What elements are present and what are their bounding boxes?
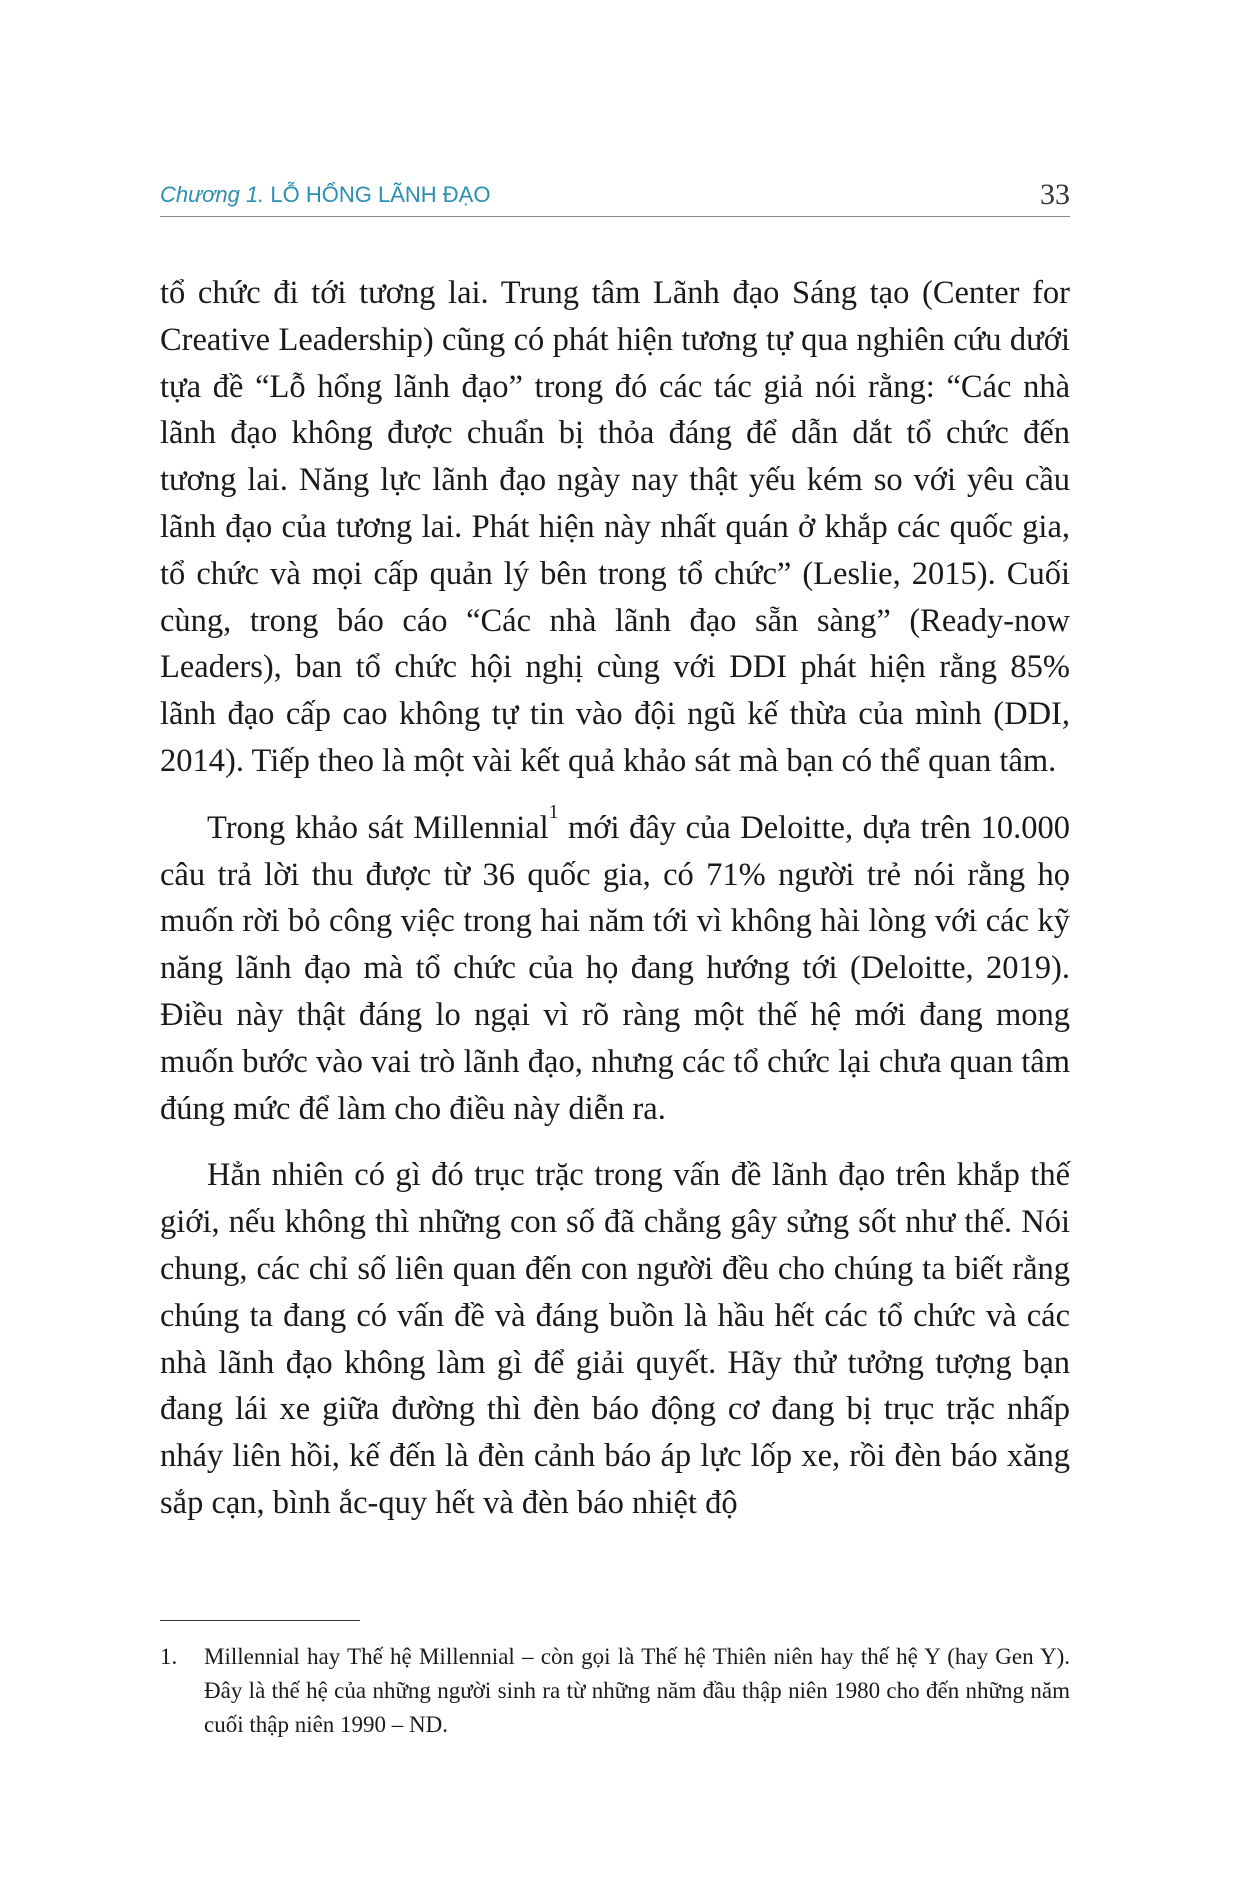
page-number: 33 [1040, 178, 1070, 211]
footnote-ref[interactable]: 1 [548, 801, 559, 823]
paragraph-2 [160, 801, 1070, 1133]
running-header [160, 178, 1070, 217]
body-text [160, 270, 1070, 1547]
chapter-label [160, 182, 490, 208]
footnote-text: Millennial hay Thế hệ Millennial – còn gọi là Thế hệ Thiên niên hay thế hệ Y (hay Gen Y). Đây là thế hệ của những người sinh ra từ những năm đầu thập niên 1980 cho đến những năm cuối thập niên 1990 – ND. [204, 1644, 1070, 1737]
chapter-title: LỖ HỔNG LÃNH ĐẠO [270, 182, 491, 207]
footnote-number: 1. [160, 1644, 178, 1669]
paragraph-2-text-b: mới đây của Deloitte, dựa trên 10.000 câu trả lời thu được từ 36 quốc gia, có 71% người trẻ nói rằng họ muốn rời bỏ công việc trong hai năm tới vì không hài lòng với các kỹ năng lãnh đạo mà tổ chức của họ đang hướng tới (Deloitte, 2019). Điều này thật đáng lo ngại vì rõ ràng một thế hệ mới đang mong muốn bước vào vai trò lãnh đạo, nhưng các tổ chức lại chưa quan tâm đúng mức để làm cho điều này diễn ra. [160, 809, 1070, 1127]
footnote [160, 1640, 1070, 1742]
paragraph-1-text: tổ chức đi tới tương lai. Trung tâm Lãnh đạo Sáng tạo (Center for Creative Leadership) cũng có phát hiện tương tự qua nghiên cứu dưới tựa đề “Lỗ hổng lãnh đạo” trong đó các tác giả nói rằng: “Các nhà lãnh đạo không được chuẩn bị thỏa đáng để dẫn dắt tổ chức đến tương lai. Năng lực lãnh đạo ngày nay thật yếu kém so với yêu cầu lãnh đạo của tương lai. Phát hiện này nhất quán ở khắp các quốc gia, tổ chức và mọi cấp quản lý bên trong tổ chức” (Leslie, 2015). Cuối cùng, trong báo cáo “Các nhà lãnh đạo sẵn sàng” (Ready-now Leaders), ban tổ chức hội nghị cùng với DDI phát hiện rằng 85% lãnh đạo cấp cao không tự tin vào đội ngũ kế thừa của mình (DDI, 2014). Tiếp theo là một vài kết quả khảo sát mà bạn có thể quan tâm. [160, 275, 1070, 779]
paragraph-3-text: Hẳn nhiên có gì đó trục trặc trong vấn đề lãnh đạo trên khắp thế giới, nếu không thì những con số đã chẳng gây sửng sốt như thế. Nói chung, các chỉ số liên quan đến con người đều cho chúng ta biết rằng chúng ta đang có vấn đề và đáng buồn là hầu hết các tổ chức và các nhà lãnh đạo không làm gì để giải quyết. Hãy thử tưởng tượng bạn đang lái xe giữa đường thì đèn báo động cơ đang bị trục trặc nhấp nháy liên hồi, kế đến là đèn cảnh báo áp lực lốp xe, rồi đèn báo xăng sắp cạn, bình ắc-quy hết và đèn báo nhiệt độ [160, 1157, 1070, 1521]
paragraph-1 [160, 270, 1070, 785]
paragraph-2-text-a: Trong khảo sát Millennial [207, 809, 549, 846]
paragraph-3 [160, 1152, 1070, 1526]
footnote-divider [160, 1620, 360, 1621]
chapter-number: Chương 1. [160, 182, 265, 207]
